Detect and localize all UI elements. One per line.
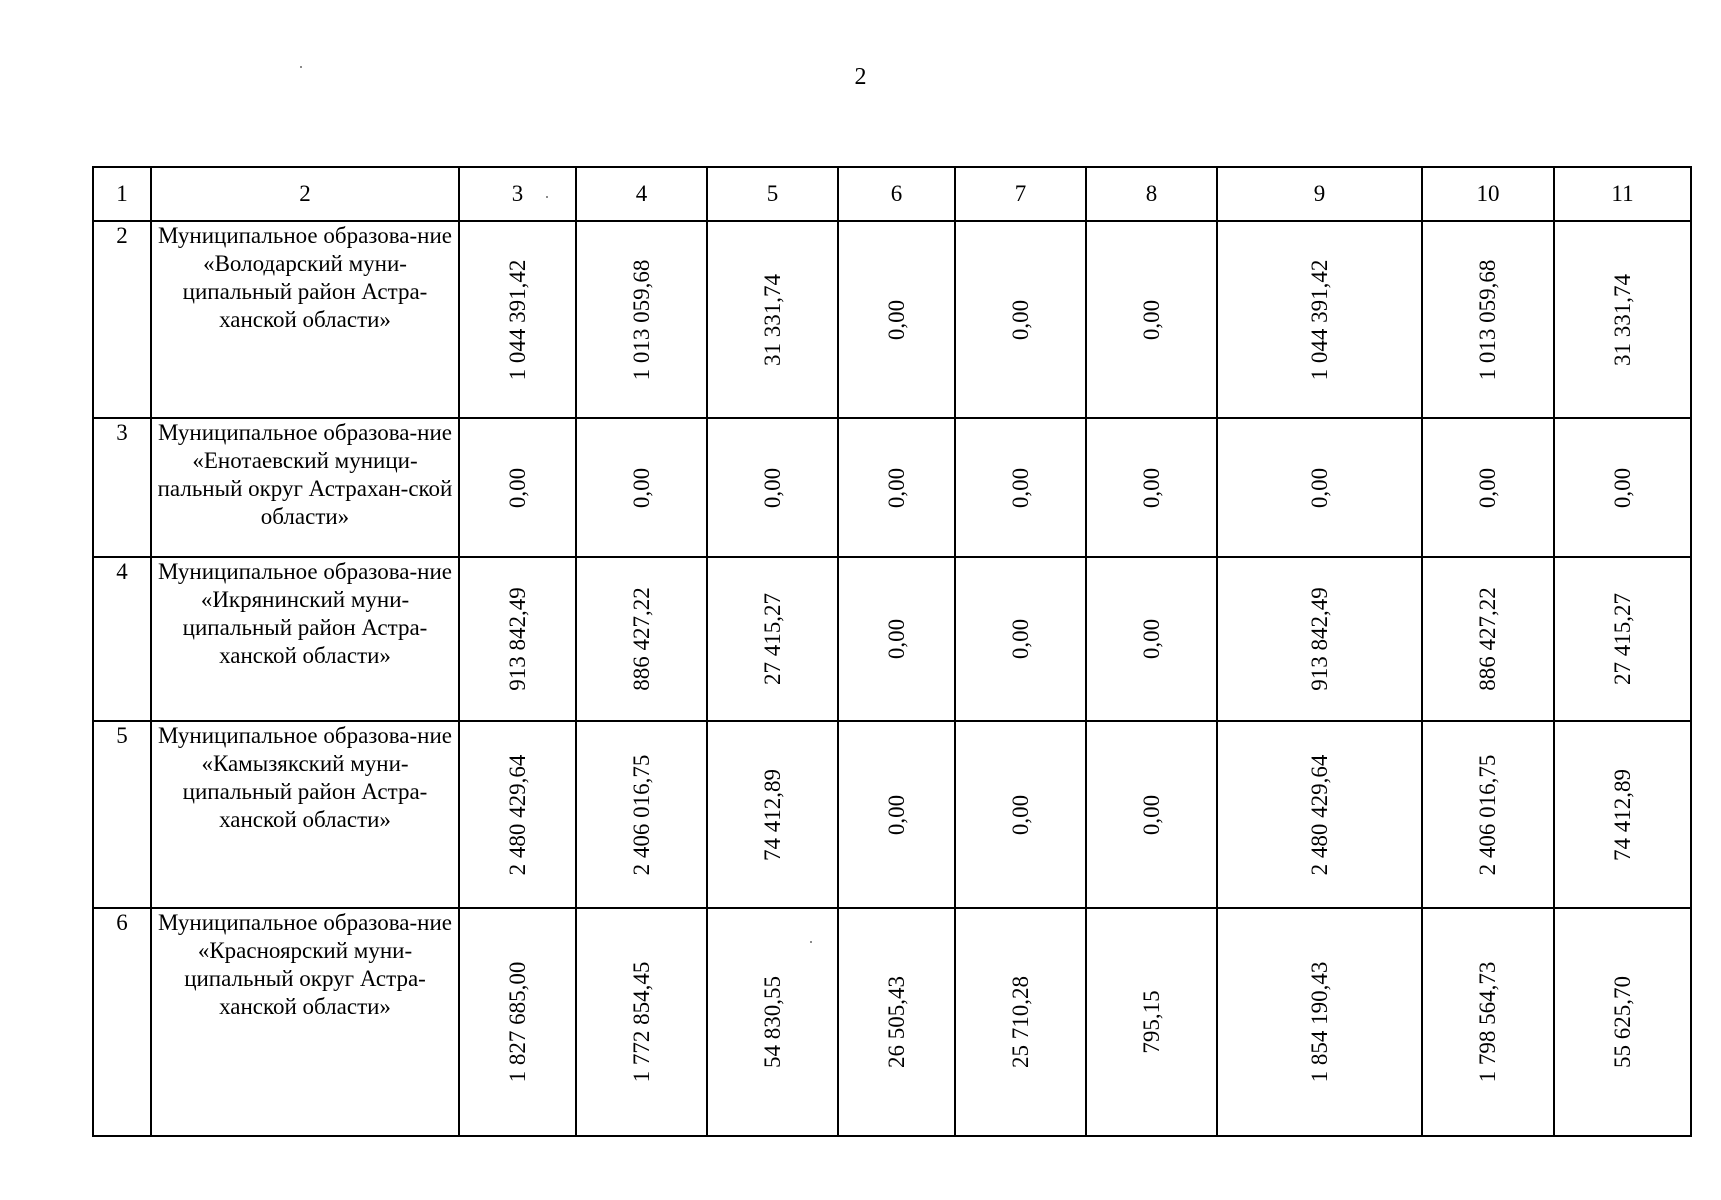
cell-value: 0,00 xyxy=(1138,467,1164,508)
value-cell xyxy=(459,418,576,557)
value-cell xyxy=(1217,721,1422,908)
column-header: 8 xyxy=(1086,167,1217,221)
column-header: 11 xyxy=(1554,167,1691,221)
cell-value: 0,00 xyxy=(883,618,909,660)
column-header: 5 xyxy=(707,167,838,221)
value-cell xyxy=(1217,418,1422,557)
cell-value: 0,00 xyxy=(1007,618,1033,660)
cell-value: 1 772 854,45 xyxy=(628,961,654,1083)
cell-value: 0,00 xyxy=(1138,618,1164,660)
row-number: 6 xyxy=(93,908,151,1136)
municipality-name: Муниципальное образова-ние «Володарский муни-ципальный район Астра-ханской области» xyxy=(151,221,459,418)
value-cell xyxy=(1217,557,1422,721)
cell-value: 31 331,74 xyxy=(759,273,785,366)
row-number: 3 xyxy=(93,418,151,557)
cell-value: 1 044 391,42 xyxy=(1306,259,1332,380)
value-cell xyxy=(1217,221,1422,418)
cell-value: 26 505,43 xyxy=(883,976,909,1068)
cell-value: 0,00 xyxy=(1609,467,1635,508)
cell-value: 0,00 xyxy=(883,467,909,508)
value-cell xyxy=(576,221,707,418)
value-cell xyxy=(576,418,707,557)
value-cell xyxy=(459,721,576,908)
cell-value: 1 044 391,42 xyxy=(504,259,530,380)
value-cell xyxy=(1554,721,1691,908)
cell-value: 2 480 429,64 xyxy=(1306,754,1332,875)
municipality-name: Муниципальное образова-ние «Красноярский муни-ципальный округ Астра-ханской области» xyxy=(151,908,459,1136)
cell-value: 1 798 564,73 xyxy=(1475,961,1500,1083)
cell-value: 0,00 xyxy=(1475,467,1500,508)
value-cell xyxy=(1086,721,1217,908)
value-cell xyxy=(838,721,955,908)
cell-value: 1 013 059,68 xyxy=(1475,259,1500,380)
value-cell xyxy=(576,557,707,721)
value-cell xyxy=(576,908,707,1136)
cell-value: 55 625,70 xyxy=(1609,976,1635,1068)
column-header: 10 xyxy=(1422,167,1554,221)
data-table xyxy=(92,166,1692,1137)
scan-speck xyxy=(300,66,302,68)
cell-value: 0,00 xyxy=(1007,794,1033,835)
value-cell xyxy=(1086,221,1217,418)
cell-value: 0,00 xyxy=(628,467,654,508)
value-cell xyxy=(1086,418,1217,557)
value-cell xyxy=(1422,557,1554,721)
value-cell xyxy=(1554,908,1691,1136)
municipality-name: Муниципальное образова-ние «Енотаевский муници-пальный округ Астрахан-ской области» xyxy=(151,418,459,557)
column-header: 9 xyxy=(1217,167,1422,221)
value-cell xyxy=(955,557,1086,721)
cell-value: 1 827 685,00 xyxy=(504,961,530,1083)
table-row xyxy=(93,557,1691,721)
value-cell xyxy=(838,908,955,1136)
value-cell xyxy=(459,908,576,1136)
table-row xyxy=(93,721,1691,908)
value-cell xyxy=(459,557,576,721)
value-cell xyxy=(707,721,838,908)
cell-value: 74 412,89 xyxy=(759,768,785,861)
row-number: 2 xyxy=(93,221,151,418)
cell-value: 2 480 429,64 xyxy=(504,754,530,875)
municipality-name: Муниципальное образова-ние «Камызякский муни-ципальный район Астра-ханской области» xyxy=(151,721,459,908)
table-row xyxy=(93,221,1691,418)
cell-value: 0,00 xyxy=(759,467,785,508)
table-row xyxy=(93,908,1691,1136)
cell-value: 886 427,22 xyxy=(1475,587,1500,691)
value-cell xyxy=(1422,221,1554,418)
value-cell xyxy=(838,418,955,557)
value-cell xyxy=(459,221,576,418)
column-header: 4 xyxy=(576,167,707,221)
column-header: 2 xyxy=(151,167,459,221)
value-cell xyxy=(1422,418,1554,557)
value-cell xyxy=(838,221,955,418)
value-cell xyxy=(955,721,1086,908)
cell-value: 74 412,89 xyxy=(1609,768,1635,861)
value-cell xyxy=(707,221,838,418)
cell-value: 0,00 xyxy=(1138,794,1164,835)
cell-value: 27 415,27 xyxy=(1609,593,1635,685)
column-header: 7 xyxy=(955,167,1086,221)
value-cell xyxy=(707,908,838,1136)
cell-value: 795,15 xyxy=(1138,990,1164,1054)
cell-value: 913 842,49 xyxy=(504,587,530,691)
value-cell xyxy=(576,721,707,908)
cell-value: 1 854 190,43 xyxy=(1306,961,1332,1083)
cell-value: 0,00 xyxy=(883,299,909,340)
value-cell xyxy=(707,557,838,721)
value-cell xyxy=(1086,908,1217,1136)
cell-value: 886 427,22 xyxy=(628,587,654,691)
table-row xyxy=(93,418,1691,557)
cell-value: 31 331,74 xyxy=(1609,273,1635,366)
row-number: 4 xyxy=(93,557,151,721)
cell-value: 2 406 016,75 xyxy=(1475,754,1500,875)
cell-value: 1 013 059,68 xyxy=(628,259,654,380)
cell-value: 0,00 xyxy=(1306,467,1332,508)
value-cell xyxy=(1422,721,1554,908)
column-header: 6 xyxy=(838,167,955,221)
value-cell xyxy=(955,908,1086,1136)
value-cell xyxy=(838,557,955,721)
cell-value: 2 406 016,75 xyxy=(628,754,654,875)
column-header: 3 xyxy=(459,167,576,221)
cell-value: 27 415,27 xyxy=(759,593,785,685)
cell-value: 54 830,55 xyxy=(759,976,785,1068)
cell-value: 913 842,49 xyxy=(1306,587,1332,691)
municipality-name: Муниципальное образова-ние «Икрянинский муни-ципальный район Астра-ханской области» xyxy=(151,557,459,721)
header-row xyxy=(93,167,1691,221)
cell-value: 0,00 xyxy=(1138,299,1164,340)
cell-value: 25 710,28 xyxy=(1007,976,1033,1068)
page-number: 2 xyxy=(854,64,867,90)
cell-value: 0,00 xyxy=(883,794,909,835)
cell-value: 0,00 xyxy=(504,467,530,508)
cell-value: 0,00 xyxy=(1007,467,1033,508)
value-cell xyxy=(955,221,1086,418)
value-cell xyxy=(1554,557,1691,721)
value-cell xyxy=(707,418,838,557)
row-number: 5 xyxy=(93,721,151,908)
value-cell xyxy=(1554,221,1691,418)
cell-value: 0,00 xyxy=(1007,299,1033,340)
value-cell xyxy=(1554,418,1691,557)
column-header: 1 xyxy=(93,167,151,221)
value-cell xyxy=(955,418,1086,557)
value-cell xyxy=(1422,908,1554,1136)
value-cell xyxy=(1217,908,1422,1136)
value-cell xyxy=(1086,557,1217,721)
